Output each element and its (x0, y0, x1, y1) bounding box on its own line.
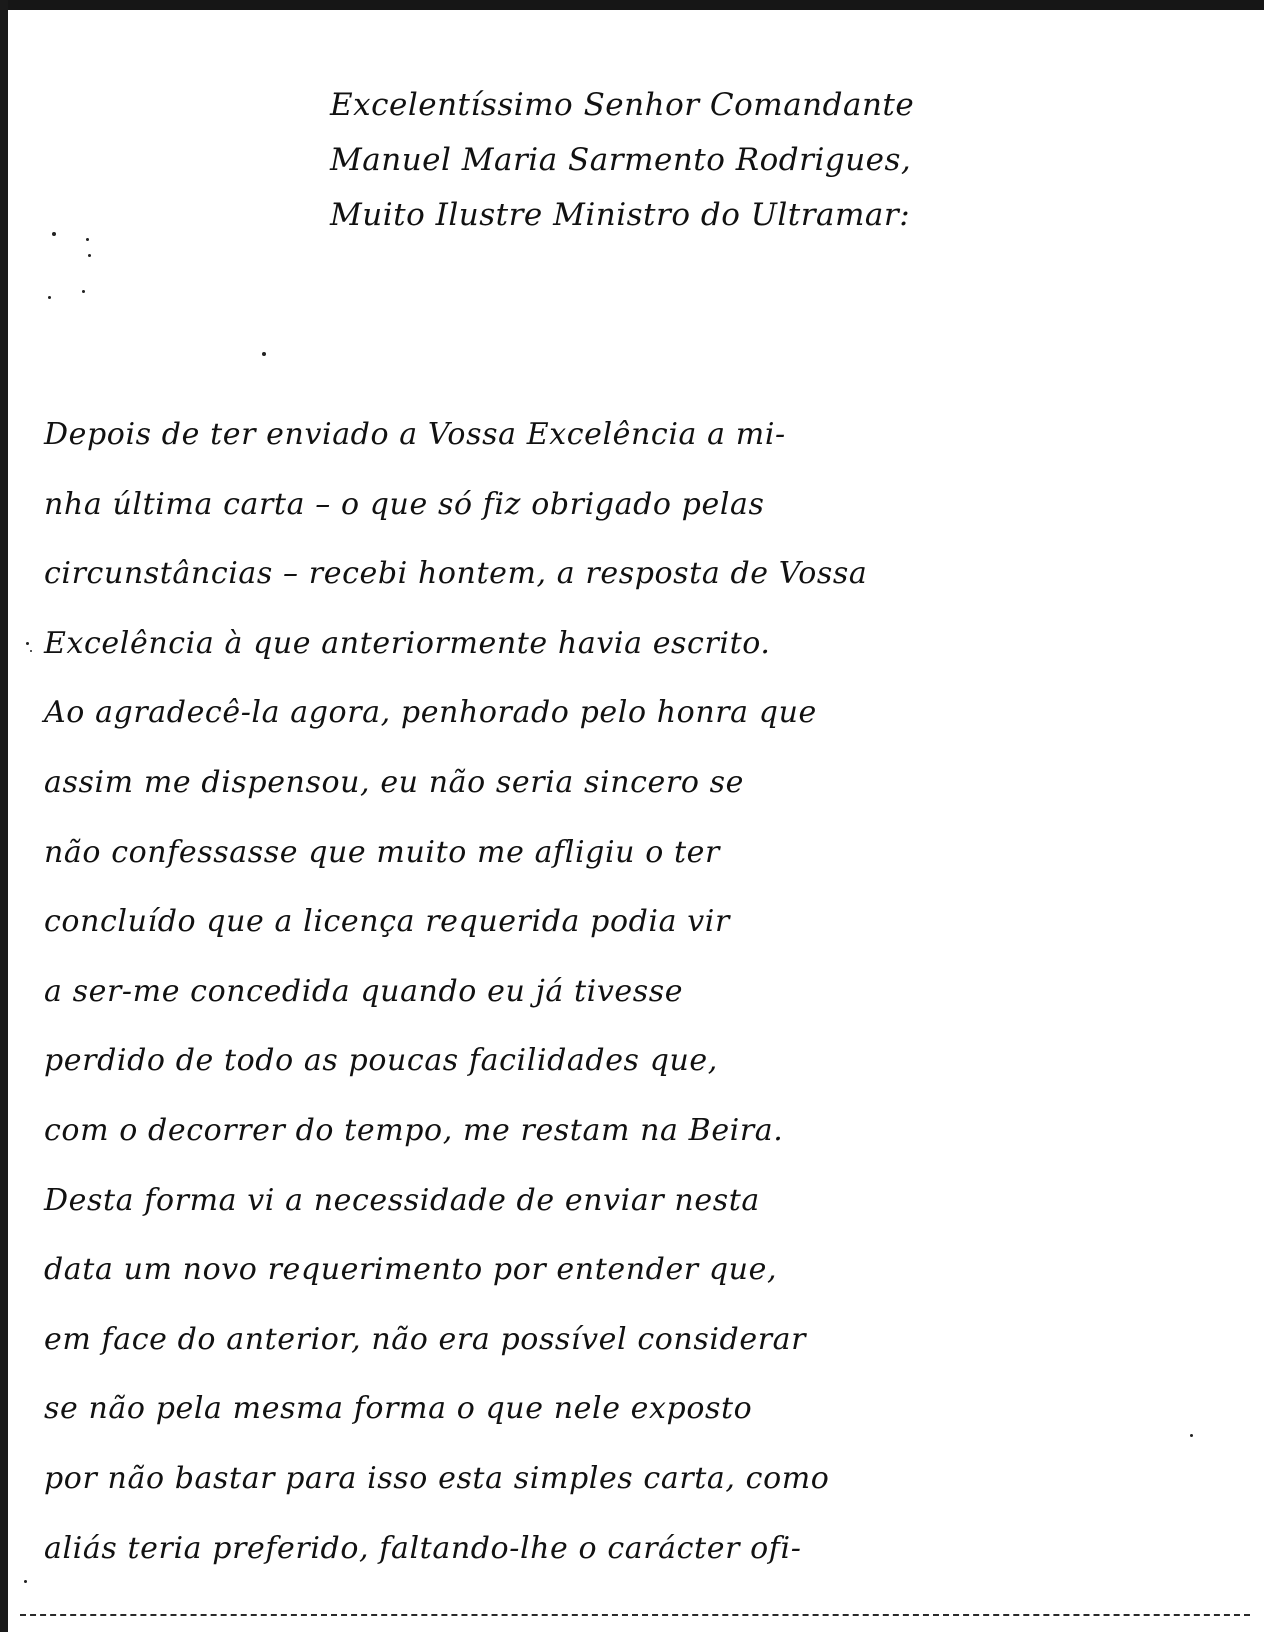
body-line: perdido de todo as poucas facilidades que, (44, 1043, 718, 1079)
scan-left-edge (0, 0, 8, 1632)
body-line: circunstâncias – recebi hontem, a resposta de Vossa (44, 556, 868, 592)
scan-speck (24, 1580, 27, 1583)
letter-salutation (330, 78, 1090, 243)
body-line: se não pela mesma forma o que nele exposto (44, 1391, 753, 1427)
body-line: nha última carta – o que só fiz obrigado pelas (44, 486, 765, 522)
body-line: data um novo requerimento por entender que, (44, 1252, 778, 1288)
body-line: Ao agradecê-la agora, penhorado pelo honra que (44, 695, 817, 731)
scan-speck (82, 290, 85, 293)
scan-speck (30, 650, 32, 652)
body-line: por não bastar para isso esta simples carta, como (44, 1460, 830, 1496)
salutation-line: Excelentíssimo Senhor Comandante (330, 87, 915, 123)
scan-speck (86, 238, 89, 241)
body-line: Depois de ter enviado a Vossa Excelência a mi- (44, 417, 786, 452)
body-line: assim me dispensou, eu não seria sincero se (44, 764, 744, 800)
scan-speck (88, 254, 91, 257)
body-line: com o decorrer do tempo, me restam na Beira. (44, 1112, 784, 1148)
body-line: não confessasse que muito me afligiu o ter (44, 834, 720, 870)
scan-speck (1190, 1434, 1193, 1437)
salutation-line: Muito Ilustre Ministro do Ultramar: (330, 197, 911, 233)
body-line: a ser-me concedida quando eu já tivesse (44, 973, 684, 1009)
salutation-line: Manuel Maria Sarmento Rodrigues, (330, 142, 912, 178)
body-line: Excelência à que anteriormente havia escrito. (44, 625, 771, 661)
body-line: aliás teria preferido, faltando-lhe o carácter ofi- (44, 1530, 802, 1566)
body-line: Desta forma vi a necessidade de enviar nesta (44, 1182, 760, 1218)
scan-speck (52, 232, 56, 236)
letter-body (44, 400, 1224, 1583)
scan-speck (48, 296, 51, 299)
scan-top-edge (0, 0, 1264, 10)
scan-speck (26, 642, 29, 645)
scan-bottom-edge (20, 1614, 1250, 1616)
scan-speck (262, 352, 266, 356)
body-line: em face do anterior, não era possível considerar (44, 1321, 807, 1357)
body-line: concluído que a licença requerida podia vir (44, 904, 730, 940)
